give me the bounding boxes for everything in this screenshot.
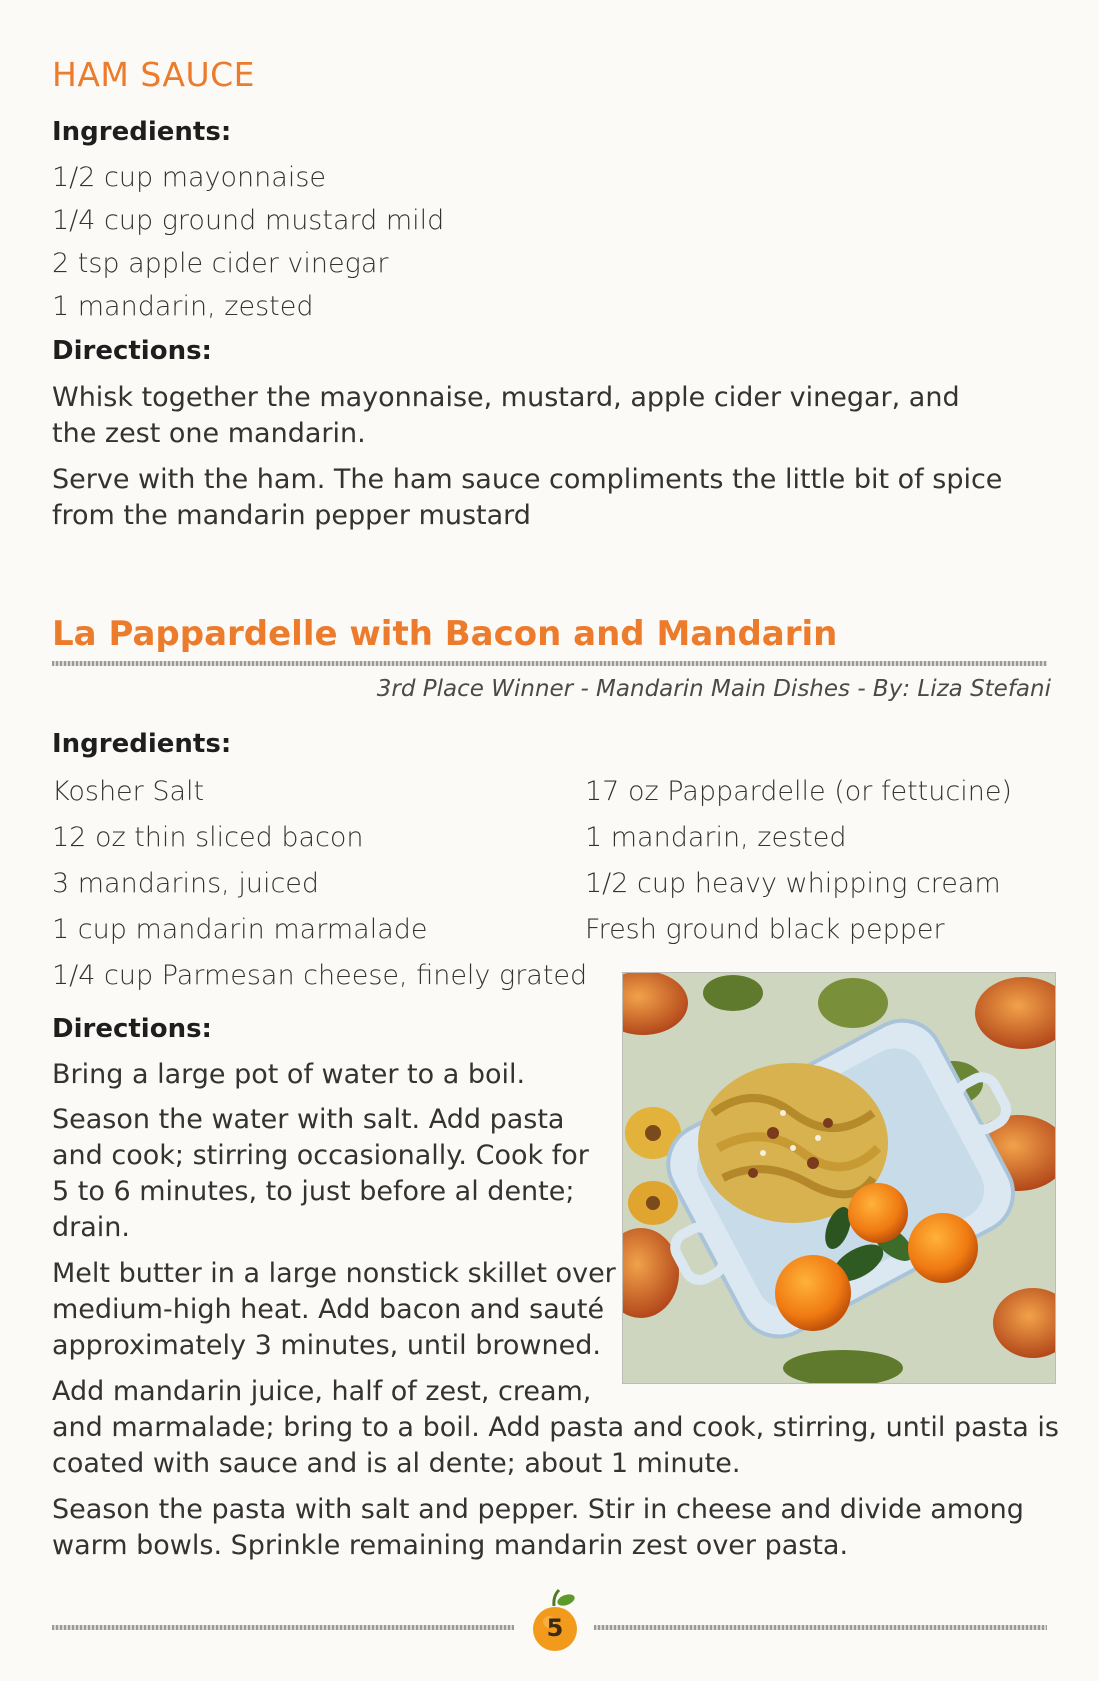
ingredient-left: 12 oz thin sliced bacon xyxy=(52,822,364,853)
direction-line: and marmalade; bring to a boil. Add pasta and cook, stirring, until pasta is xyxy=(52,1412,1060,1443)
direction-line: Season the water with salt. Add pasta xyxy=(52,1104,565,1135)
ham-ingredient: 1 mandarin, zested xyxy=(52,291,314,322)
direction-line: drain. xyxy=(52,1212,130,1243)
page-number: 5 xyxy=(546,1614,564,1642)
ingredient-left: 1/4 cup Parmesan cheese, finely grated xyxy=(52,960,588,991)
direction-step: Bring a large pot of water to a boil. xyxy=(52,1059,526,1090)
footer-rule-left xyxy=(52,1625,514,1630)
ingredient-right: 17 oz Pappardelle (or fettucine) xyxy=(585,776,1012,807)
page-number-badge xyxy=(526,1588,584,1652)
ham-ingredient: 2 tsp apple cider vinegar xyxy=(52,248,389,279)
ingredient-right: 1/2 cup heavy whipping cream xyxy=(585,868,1001,899)
ham-direction: Whisk together the mayonnaise, mustard, apple cider vinegar, and the zest one mandarin. xyxy=(52,382,960,449)
footer-rule-right xyxy=(594,1625,1047,1630)
direction-line: Melt butter in a large nonstick skillet over xyxy=(52,1258,616,1289)
pappardelle-ingredients-heading: Ingredients: xyxy=(52,729,232,759)
pappardelle-title: La Pappardelle with Bacon and Mandarin xyxy=(52,614,838,654)
ingredient-right: Fresh ground black pepper xyxy=(585,914,945,945)
ingredient-left: 3 mandarins, juiced xyxy=(52,868,320,899)
direction-line: Season the pasta with salt and pepper. Stir in cheese and divide among xyxy=(52,1494,1024,1525)
direction-line: 5 to 6 minutes, to just before al dente; xyxy=(52,1176,575,1207)
ingredient-left: Kosher Salt xyxy=(52,776,205,807)
ingredient-right: 1 mandarin, zested xyxy=(585,822,847,853)
direction-line: and cook; stirring occasionally. Cook for xyxy=(52,1140,589,1171)
pappardelle-directions-heading: Directions: xyxy=(52,1014,212,1044)
ingredient-left: 1 cup mandarin marmalade xyxy=(52,914,428,945)
direction-line: approximately 3 minutes, until browned. xyxy=(52,1330,601,1361)
direction-line: Add mandarin juice, half of zest, cream, xyxy=(52,1376,592,1407)
direction-line: warm bowls. Sprinkle remaining mandarin zest over pasta. xyxy=(52,1530,849,1561)
recipe-byline: 3rd Place Winner - Mandarin Main Dishes - By: Liza Stefani xyxy=(376,676,1051,702)
ham-ingredient: 1/4 cup ground mustard mild xyxy=(52,205,445,236)
ham-direction: Serve with the ham. The ham sauce compliments the little bit of spice from the mandarin pepper mustard xyxy=(52,464,1003,531)
ham-sauce-directions-heading: Directions: xyxy=(52,336,212,366)
direction-line: coated with sauce and is al dente; about 1 minute. xyxy=(52,1448,741,1479)
ham-sauce-title: HAM SAUCE xyxy=(52,55,256,94)
title-divider xyxy=(52,661,1047,666)
direction-line: medium-high heat. Add bacon and sauté xyxy=(52,1294,605,1325)
pasta-dish-photo xyxy=(622,972,1056,1384)
ham-ingredient: 1/2 cup mayonnaise xyxy=(52,162,327,193)
ham-sauce-ingredients-heading: Ingredients: xyxy=(52,117,232,147)
